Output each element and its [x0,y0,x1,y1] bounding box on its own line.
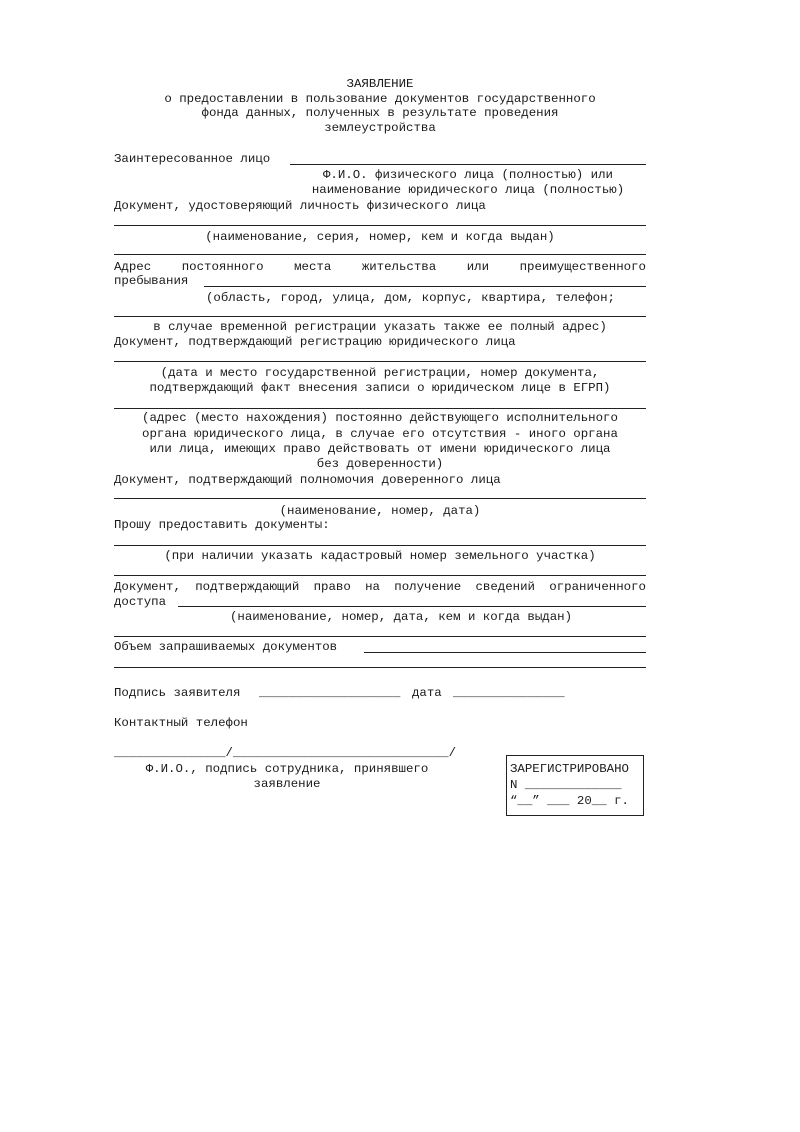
volume-field-2[interactable] [114,667,646,668]
applicant-hint-1: Ф.И.О. физического лица (полностью) или [323,168,613,182]
address-label-word: места [294,260,332,274]
request-label: Прошу предоставить документы: [114,518,330,532]
address-label-word: жительства [361,260,437,274]
request-field[interactable] [114,545,646,546]
restricted-doc-hint: (наименование, номер, дата, кем и когда выдан) [230,610,573,624]
document-subtitle-line-2: фонда данных, полученных в результате проведения [201,106,559,120]
restricted-doc-label-word: на [365,580,380,594]
authority-doc-field[interactable] [114,498,646,499]
address-label-line-2: пребывания [114,274,189,288]
registration-stamp-box [506,755,644,816]
address-label-line-1 [114,260,646,274]
restricted-doc-field[interactable] [178,606,646,607]
address-label-word: Адрес [114,260,152,274]
executive-body-hint-3: или лица, имеющих право действовать от имени юридического лица [149,442,611,456]
executive-body-field[interactable] [114,408,646,409]
applicant-field[interactable] [290,164,646,165]
volume-label: Объем запрашиваемых документов [114,640,338,654]
stamp-number: N _____________ [510,778,622,792]
contact-phone-label: Контактный телефон [114,716,248,730]
applicant-label: Заинтересованное лицо [114,152,271,166]
restricted-doc-label-word: подтверждающий [195,580,300,594]
document-subtitle-line-1: о предоставлении в пользование документов государственного [164,92,596,106]
restricted-doc-label-word: право [313,580,351,594]
address-hint-1: (область, город, улица, дом, корпус, квартира, телефон; [206,291,615,305]
document-subtitle-line-3: землеустройства [324,121,436,135]
executive-body-hint-2: органа юридического лица, в случае его отсутствия - иного органа [142,427,618,441]
address-field-2[interactable] [114,316,646,317]
signature-label: Подпись заявителя [114,686,241,700]
request-field-2[interactable] [114,575,646,576]
signature-field[interactable]: ___________________ [259,686,401,700]
restricted-doc-label-word: Документ, [114,580,181,594]
address-field[interactable] [204,286,646,287]
applicant-hint-2: наименование юридического лица (полностью) [311,183,625,197]
registration-doc-label: Документ, подтверждающий регистрацию юридического лица [114,335,516,349]
employee-sign-line[interactable]: _______________/_____________________________/ [114,746,457,760]
restricted-doc-label-line-2: доступа [114,595,167,609]
address-label-word: постоянного [181,260,264,274]
address-hint-2: в случае временной регистрации указать также ее полный адрес) [153,320,607,334]
volume-field[interactable] [364,652,646,653]
restricted-doc-label-word: ограниченного [549,580,646,594]
date-field[interactable]: _______________ [453,686,565,700]
executive-body-hint-1: (адрес (место нахождения) постоянно действующего исполнительного [142,411,618,425]
date-label: дата [412,686,442,700]
identity-doc-field[interactable] [114,225,646,226]
restricted-doc-label-line-1 [114,580,646,594]
authority-doc-label: Документ, подтверждающий полномочия доверенного лица [114,473,501,487]
registration-doc-hint-1: (дата и место государственной регистрации, номер документа, [160,366,600,380]
executive-body-hint-4: без доверенности) [316,457,444,471]
restricted-doc-label-word: получение [394,580,462,594]
stamp-title: ЗАРЕГИСТРИРОВАНО [510,762,629,776]
identity-doc-hint: (наименование, серия, номер, кем и когда выдан) [205,230,555,244]
registration-doc-hint-2: подтверждающий факт внесения записи о юридическом лице в ЕГРП) [149,381,611,395]
restricted-doc-field-2[interactable] [114,636,646,637]
registration-doc-field[interactable] [114,361,646,362]
employee-caption-1: Ф.И.О., подпись сотрудника, принявшего [145,762,429,776]
identity-doc-label: Документ, удостоверяющий личность физического лица [114,199,486,213]
identity-doc-field-2[interactable] [114,254,646,255]
employee-caption-2: заявление [253,777,321,791]
authority-doc-hint: (наименование, номер, дата) [279,504,481,518]
stamp-date: “__” ___ 20__ г. [510,794,629,808]
request-hint: (при наличии указать кадастровый номер земельного участка) [164,549,596,563]
document-title: ЗАЯВЛЕНИЕ [346,77,414,91]
address-label-word: или [466,260,490,274]
address-label-word: преимущественного [519,260,646,274]
restricted-doc-label-word: сведений [475,580,535,594]
